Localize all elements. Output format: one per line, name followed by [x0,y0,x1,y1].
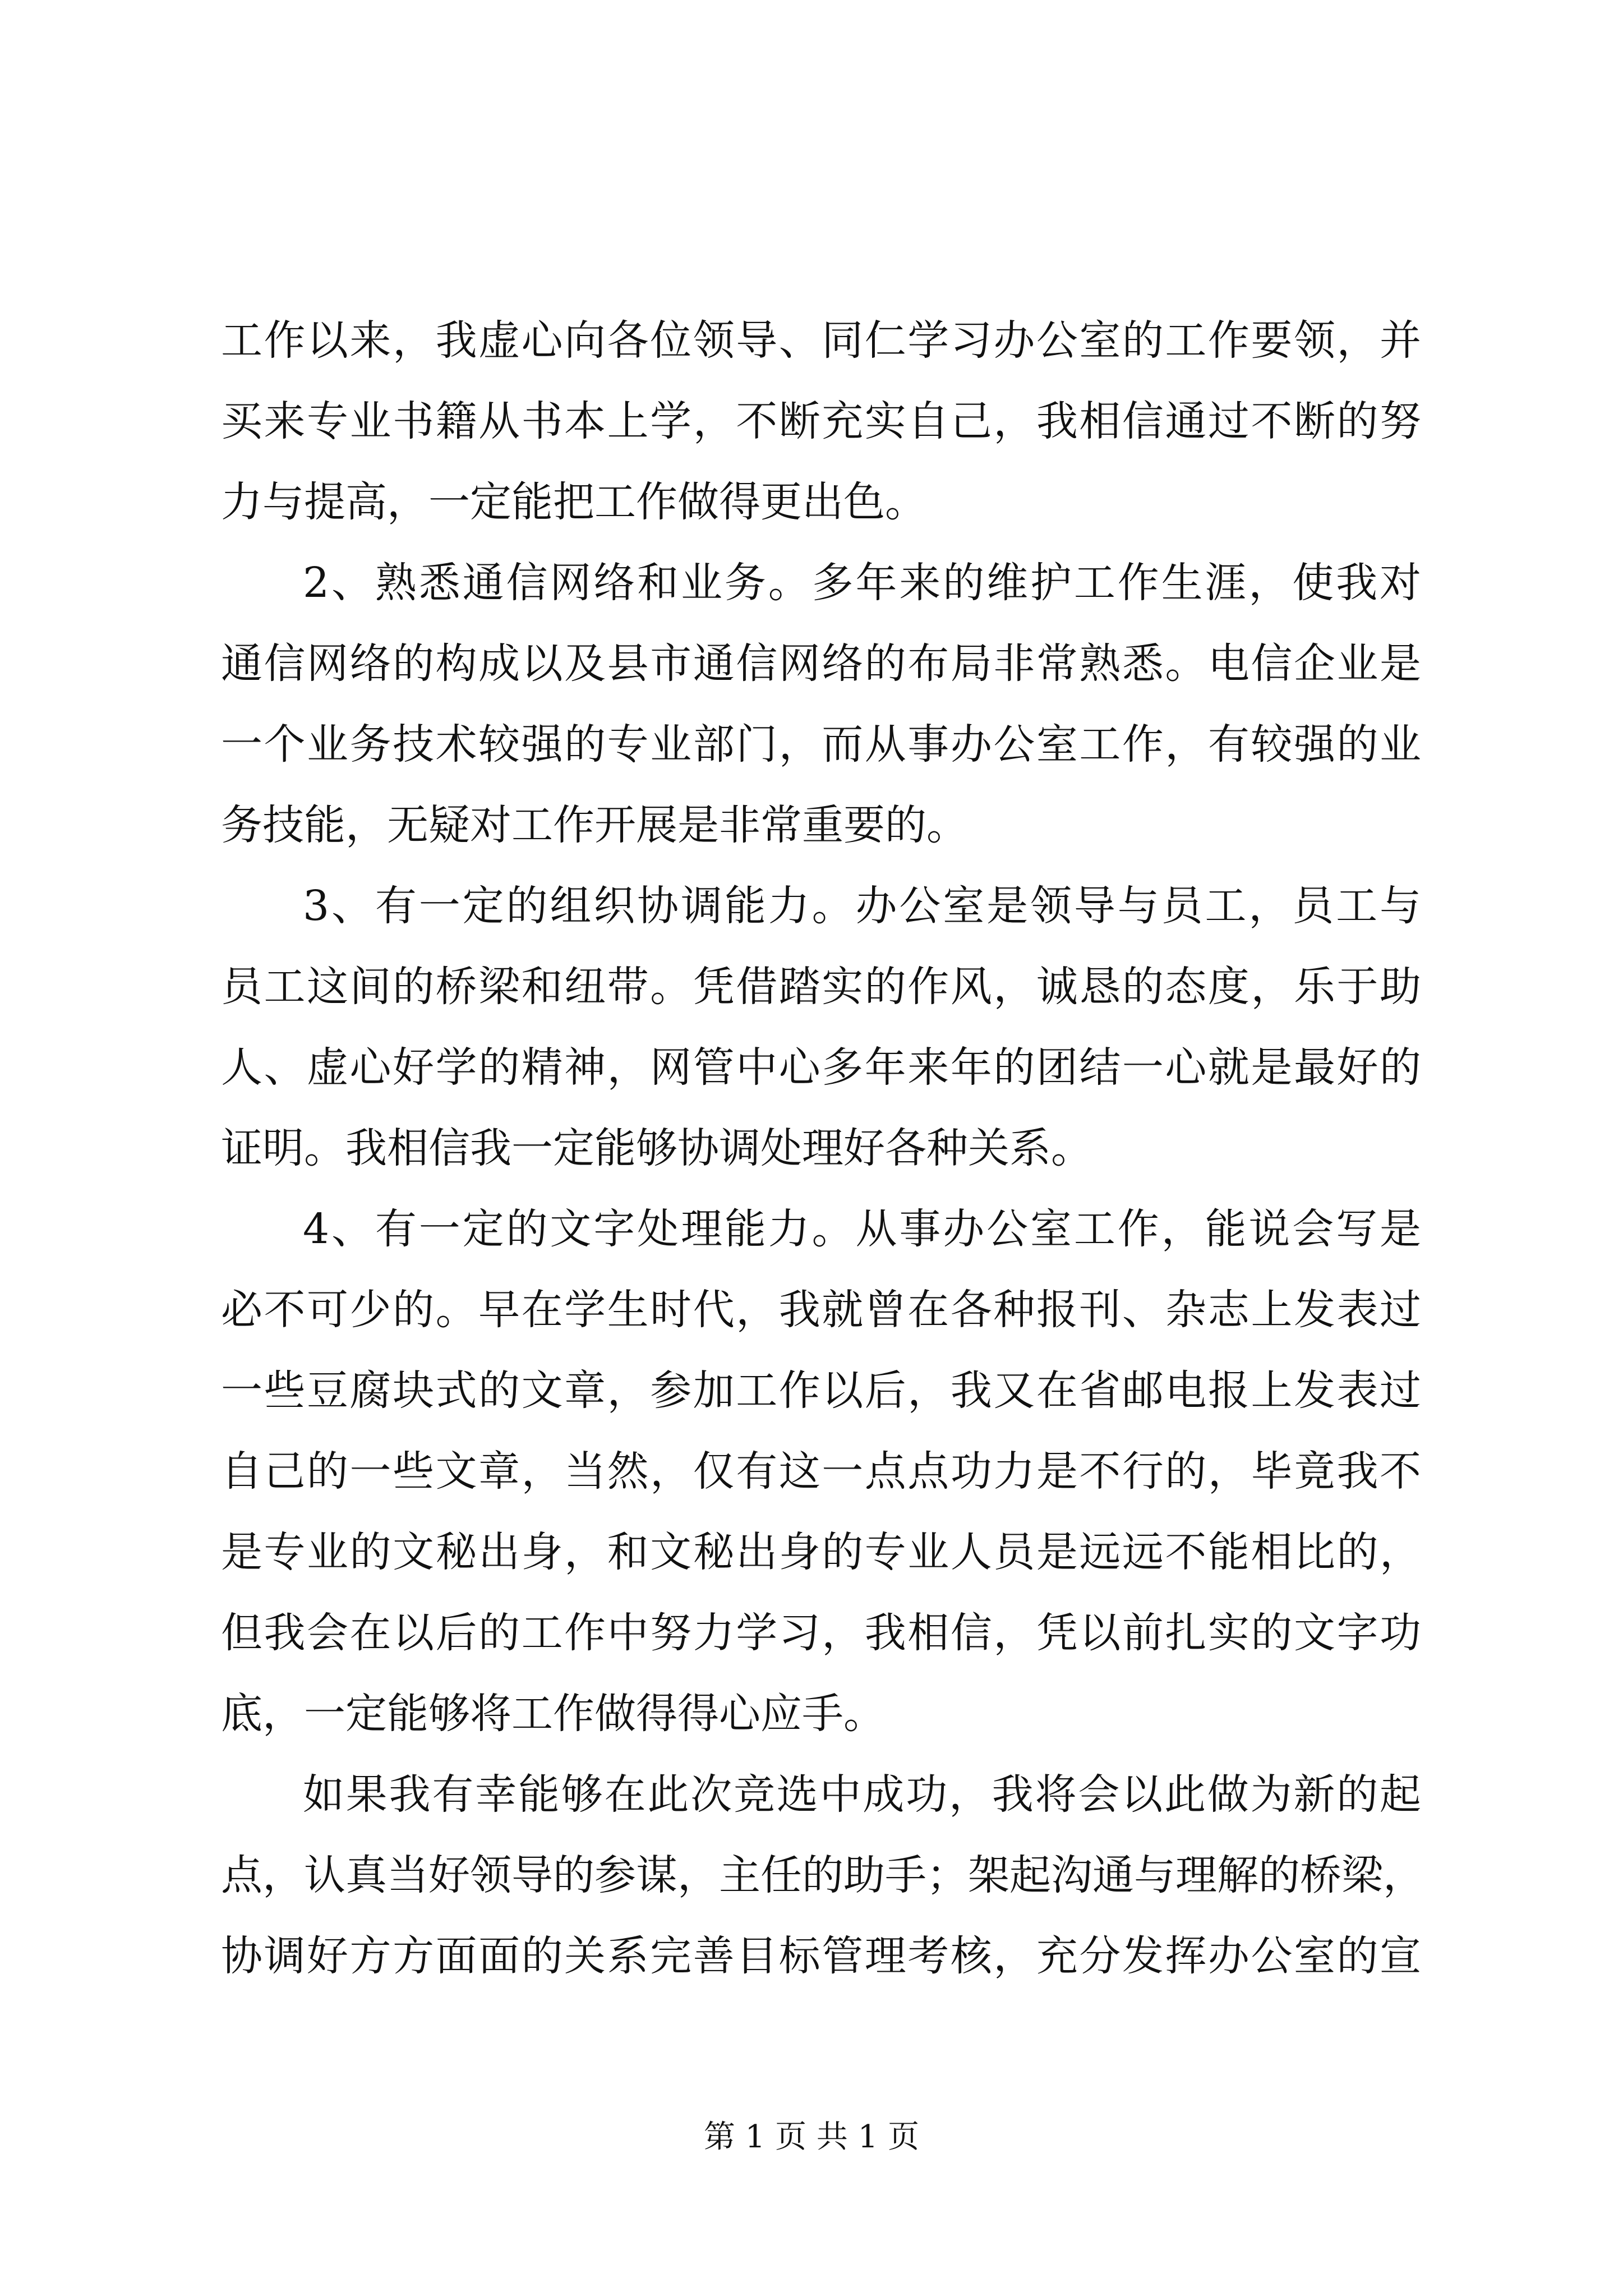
paragraph-5 [221,1754,1424,1996]
text-line: 通信网络的构成以及县市通信网络的布局非常熟悉。电信企业是 [221,639,1421,688]
paragraph-2 [221,542,1421,866]
text-line: 工作以来，我虚心向各位领导、同仁学习办公室的工作要领，并 [221,316,1421,365]
text-line: 人、虚心好学的精神，网管中心多年来年的团结一心就是最好的 [221,1043,1421,1092]
text-line: 员工这间的桥梁和纽带。凭借踏实的作风，诚恳的态度，乐于助 [221,963,1421,1011]
paragraph-1 [221,300,1421,542]
text-line: 协调好方方面面的关系完善目标管理考核，充分发挥办公室的宣 [221,1932,1421,1980]
text-line: 务技能，无疑对工作开展是非常重要的。 [221,801,968,849]
text-line: 一些豆腐块式的文章，参加工作以后，我又在省邮电报上发表过 [221,1366,1421,1415]
document-body [221,300,1424,1996]
text-line: 力与提高，一定能把工作做得更出色。 [221,478,926,526]
paragraph-4 [221,1189,1421,1754]
text-line: 4、有一定的文字处理能力。从事办公室工作，能说会写是 [303,1205,1421,1253]
text-line: 但我会在以后的工作中努力学习，我相信，凭以前扎实的文字功 [221,1609,1421,1657]
page-footer: 第 1 页 共 1 页 [703,2119,920,2155]
text-line: 如果我有幸能够在此次竞选中成功，我将会以此做为新的起 [303,1770,1421,1819]
text-line: 底，一定能够将工作做得得心应手。 [221,1690,885,1738]
text-line: 是专业的文秘出身，和文秘出身的专业人员是远远不能相比的， [221,1528,1421,1576]
text-line: 3、有一定的组织协调能力。办公室是领导与员工，员工与 [303,882,1421,930]
text-line: 买来专业书籍从书本上学，不断充实自己，我相信通过不断的努 [221,397,1421,445]
text-line: 点，认真当好领导的参谋，主任的助手；架起沟通与理解的桥梁， [221,1851,1424,1899]
text-line: 一个业务技术较强的专业部门，而从事办公室工作，有较强的业 [221,720,1421,769]
text-line: 自己的一些文章，当然，仅有这一点点功力是不行的，毕竟我不 [221,1447,1421,1496]
text-line: 2、熟悉通信网络和业务。多年来的维护工作生涯，使我对 [303,559,1421,607]
paragraph-3 [221,866,1421,1189]
text-line: 必不可少的。早在学生时代，我就曾在各种报刊、杂志上发表过 [221,1286,1421,1334]
text-line: 证明。我相信我一定能够协调处理好各种关系。 [221,1124,1092,1172]
